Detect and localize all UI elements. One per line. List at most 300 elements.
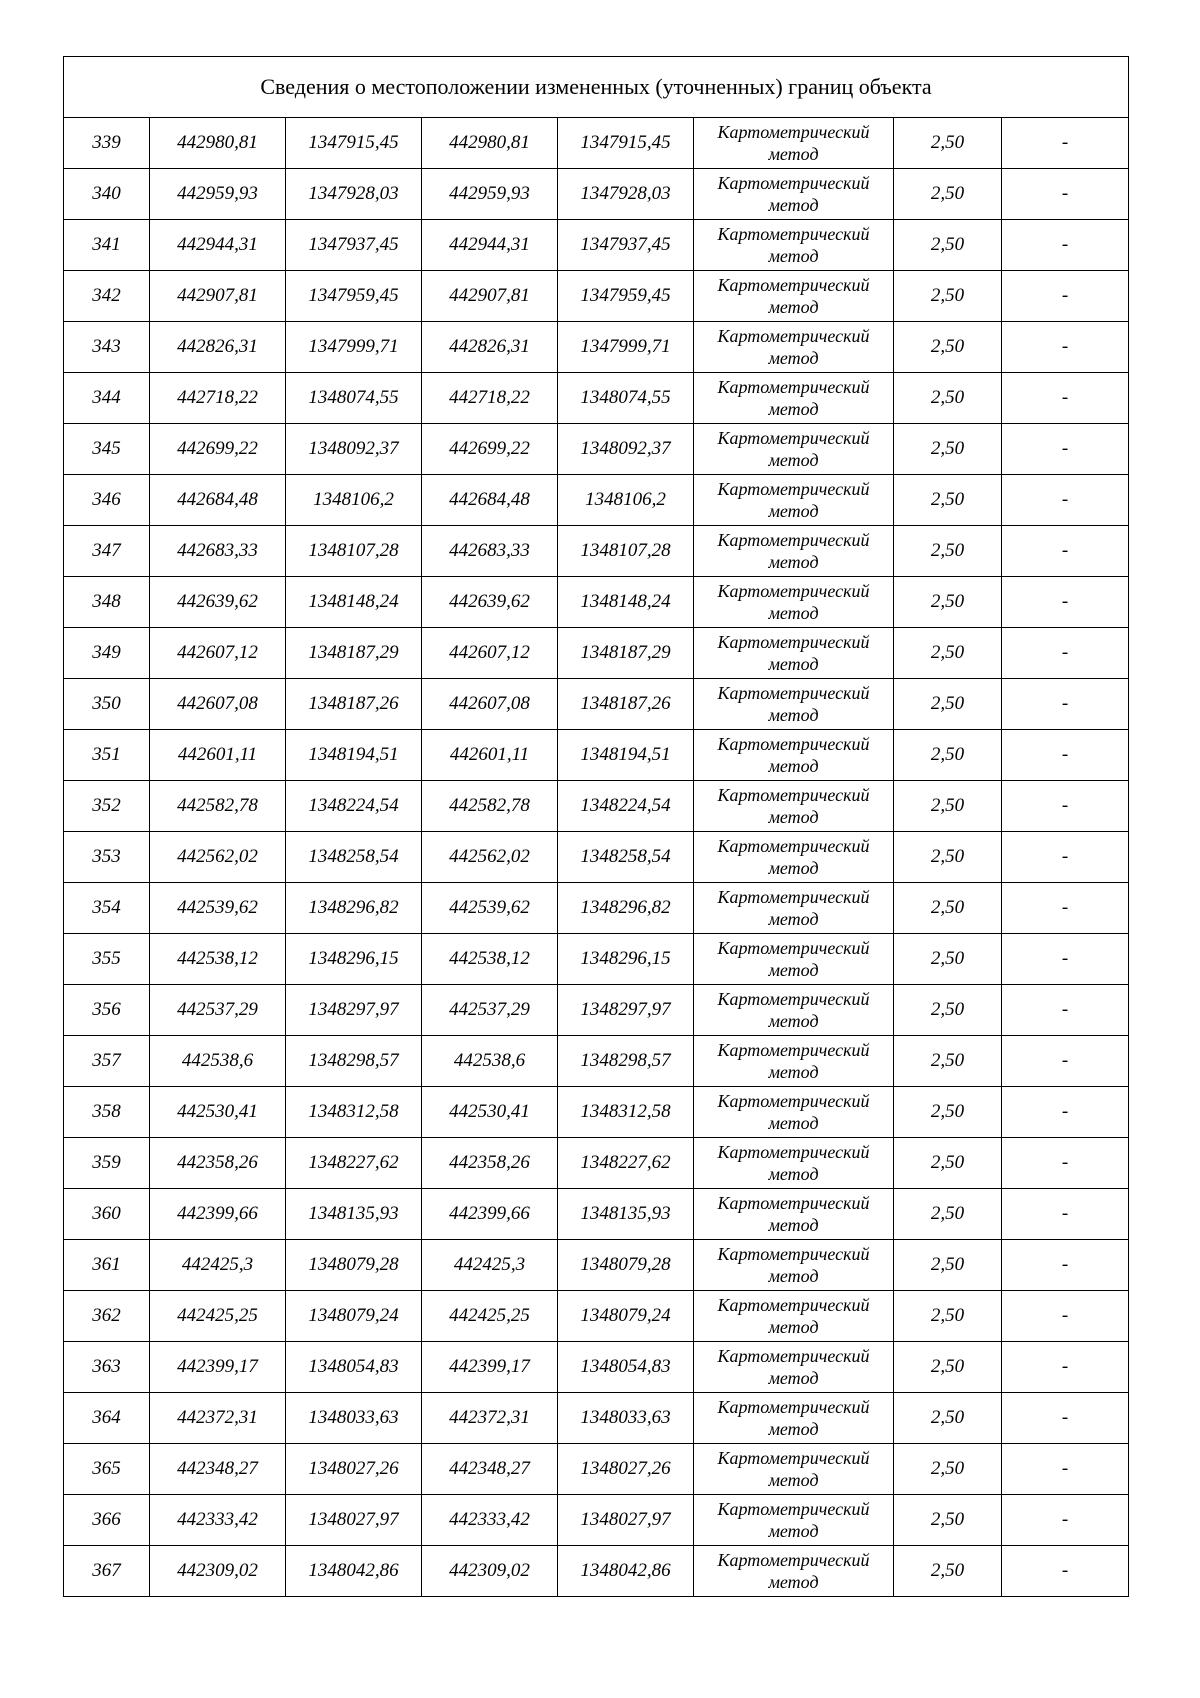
y-existing-cell: 1348187,26 [286,679,422,730]
y-refined-cell: 1348092,37 [558,424,694,475]
y-existing-cell: 1348148,24 [286,577,422,628]
point-number-cell: 342 [64,271,150,322]
table-row [64,1291,1129,1342]
method-line-1: Картометрический [717,581,870,601]
note-cell: - [1002,1291,1129,1342]
method-line-2: метод [768,1317,819,1337]
method-cell [694,424,894,475]
point-number-cell: 348 [64,577,150,628]
y-refined-cell: 1348027,97 [558,1495,694,1546]
method-line-1: Картометрический [717,887,870,907]
note-cell: - [1002,934,1129,985]
x-existing-cell: 442607,08 [150,679,286,730]
point-number-cell: 343 [64,322,150,373]
method-line-2: метод [768,603,819,623]
accuracy-cell: 2,50 [894,220,1002,271]
accuracy-cell: 2,50 [894,118,1002,169]
method-line-2: метод [768,399,819,419]
table-row [64,118,1129,169]
x-refined-cell: 442601,11 [422,730,558,781]
table-row [64,1087,1129,1138]
method-line-2: метод [768,756,819,776]
note-cell: - [1002,1546,1129,1597]
y-existing-cell: 1348297,97 [286,985,422,1036]
method-line-2: метод [768,144,819,164]
method-line-2: метод [768,1266,819,1286]
y-refined-cell: 1348106,2 [558,475,694,526]
method-line-2: метод [768,501,819,521]
note-cell: - [1002,373,1129,424]
x-existing-cell: 442826,31 [150,322,286,373]
accuracy-cell: 2,50 [894,1291,1002,1342]
accuracy-cell: 2,50 [894,985,1002,1036]
method-line-1: Картометрический [717,1193,870,1213]
table-row [64,1495,1129,1546]
y-existing-cell: 1347999,71 [286,322,422,373]
x-existing-cell: 442309,02 [150,1546,286,1597]
y-existing-cell: 1348027,26 [286,1444,422,1495]
y-existing-cell: 1348296,82 [286,883,422,934]
table-row [64,985,1129,1036]
point-number-cell: 363 [64,1342,150,1393]
y-existing-cell: 1348224,54 [286,781,422,832]
accuracy-cell: 2,50 [894,1393,1002,1444]
x-existing-cell: 442333,42 [150,1495,286,1546]
note-cell: - [1002,1342,1129,1393]
point-number-cell: 345 [64,424,150,475]
y-existing-cell: 1347959,45 [286,271,422,322]
table-row [64,271,1129,322]
accuracy-cell: 2,50 [894,934,1002,985]
accuracy-cell: 2,50 [894,577,1002,628]
x-existing-cell: 442372,31 [150,1393,286,1444]
accuracy-cell: 2,50 [894,271,1002,322]
method-line-1: Картометрический [717,479,870,499]
accuracy-cell: 2,50 [894,322,1002,373]
x-existing-cell: 442358,26 [150,1138,286,1189]
method-line-1: Картометрический [717,377,870,397]
note-cell: - [1002,781,1129,832]
x-refined-cell: 442959,93 [422,169,558,220]
method-line-1: Картометрический [717,224,870,244]
table-row [64,322,1129,373]
x-refined-cell: 442538,6 [422,1036,558,1087]
note-cell: - [1002,628,1129,679]
note-cell: - [1002,577,1129,628]
note-cell: - [1002,730,1129,781]
y-existing-cell: 1348107,28 [286,526,422,577]
note-cell: - [1002,679,1129,730]
method-line-2: метод [768,807,819,827]
x-existing-cell: 442718,22 [150,373,286,424]
accuracy-cell: 2,50 [894,679,1002,730]
method-line-1: Картометрический [717,1142,870,1162]
method-line-1: Картометрический [717,1448,870,1468]
accuracy-cell: 2,50 [894,373,1002,424]
table-row [64,883,1129,934]
x-refined-cell: 442538,12 [422,934,558,985]
method-cell [694,475,894,526]
method-cell [694,1546,894,1597]
point-number-cell: 362 [64,1291,150,1342]
method-line-2: метод [768,1419,819,1439]
x-existing-cell: 442699,22 [150,424,286,475]
method-cell [694,1291,894,1342]
method-line-1: Картометрический [717,1346,870,1366]
method-cell [694,679,894,730]
accuracy-cell: 2,50 [894,1444,1002,1495]
x-refined-cell: 442944,31 [422,220,558,271]
y-refined-cell: 1348224,54 [558,781,694,832]
table-row [64,169,1129,220]
method-line-1: Картометрический [717,275,870,295]
x-refined-cell: 442425,3 [422,1240,558,1291]
x-refined-cell: 442683,33 [422,526,558,577]
x-refined-cell: 442399,17 [422,1342,558,1393]
y-existing-cell: 1348227,62 [286,1138,422,1189]
method-cell [694,781,894,832]
table-row [64,220,1129,271]
note-cell: - [1002,1087,1129,1138]
accuracy-cell: 2,50 [894,628,1002,679]
method-line-2: метод [768,1215,819,1235]
point-number-cell: 355 [64,934,150,985]
y-existing-cell: 1348187,29 [286,628,422,679]
x-existing-cell: 442425,25 [150,1291,286,1342]
method-line-2: метод [768,297,819,317]
x-existing-cell: 442425,3 [150,1240,286,1291]
y-refined-cell: 1348135,93 [558,1189,694,1240]
x-refined-cell: 442539,62 [422,883,558,934]
y-refined-cell: 1348054,83 [558,1342,694,1393]
note-cell: - [1002,1189,1129,1240]
method-cell [694,1444,894,1495]
point-number-cell: 344 [64,373,150,424]
method-line-2: метод [768,909,819,929]
method-line-1: Картометрический [717,734,870,754]
accuracy-cell: 2,50 [894,730,1002,781]
x-refined-cell: 442399,66 [422,1189,558,1240]
method-line-1: Картометрический [717,1397,870,1417]
y-existing-cell: 1348079,24 [286,1291,422,1342]
accuracy-cell: 2,50 [894,526,1002,577]
accuracy-cell: 2,50 [894,424,1002,475]
note-cell: - [1002,271,1129,322]
table-title: Сведения о местоположении измененных (уточненных) границ объекта [64,57,1129,118]
x-existing-cell: 442683,33 [150,526,286,577]
y-existing-cell: 1348054,83 [286,1342,422,1393]
method-line-2: метод [768,1062,819,1082]
point-number-cell: 360 [64,1189,150,1240]
method-cell [694,883,894,934]
x-refined-cell: 442425,25 [422,1291,558,1342]
table-row [64,373,1129,424]
note-cell: - [1002,832,1129,883]
method-line-1: Картометрический [717,683,870,703]
method-line-1: Картометрический [717,1244,870,1264]
point-number-cell: 356 [64,985,150,1036]
y-existing-cell: 1348092,37 [286,424,422,475]
note-cell: - [1002,1240,1129,1291]
accuracy-cell: 2,50 [894,883,1002,934]
table-row [64,475,1129,526]
y-existing-cell: 1348074,55 [286,373,422,424]
method-line-1: Картометрический [717,1091,870,1111]
point-number-cell: 361 [64,1240,150,1291]
method-line-1: Картометрический [717,938,870,958]
x-refined-cell: 442639,62 [422,577,558,628]
method-cell [694,373,894,424]
method-cell [694,1138,894,1189]
x-existing-cell: 442582,78 [150,781,286,832]
method-cell [694,730,894,781]
method-line-2: метод [768,858,819,878]
y-refined-cell: 1348258,54 [558,832,694,883]
point-number-cell: 352 [64,781,150,832]
point-number-cell: 367 [64,1546,150,1597]
method-line-1: Картометрический [717,173,870,193]
y-refined-cell: 1347999,71 [558,322,694,373]
method-cell [694,1240,894,1291]
accuracy-cell: 2,50 [894,475,1002,526]
x-existing-cell: 442537,29 [150,985,286,1036]
method-line-1: Картометрический [717,326,870,346]
point-number-cell: 339 [64,118,150,169]
point-number-cell: 340 [64,169,150,220]
y-refined-cell: 1348296,15 [558,934,694,985]
table-row [64,1342,1129,1393]
y-existing-cell: 1347928,03 [286,169,422,220]
method-line-1: Картометрический [717,1040,870,1060]
table-row [64,1546,1129,1597]
note-cell: - [1002,475,1129,526]
point-number-cell: 365 [64,1444,150,1495]
point-number-cell: 353 [64,832,150,883]
x-existing-cell: 442944,31 [150,220,286,271]
note-cell: - [1002,985,1129,1036]
y-refined-cell: 1348297,97 [558,985,694,1036]
method-line-2: метод [768,246,819,266]
method-line-2: метод [768,1470,819,1490]
method-line-2: метод [768,1164,819,1184]
table-body [64,118,1129,1597]
method-line-2: метод [768,1011,819,1031]
table-row [64,730,1129,781]
y-refined-cell: 1348148,24 [558,577,694,628]
y-refined-cell: 1347928,03 [558,169,694,220]
note-cell: - [1002,1138,1129,1189]
note-cell: - [1002,424,1129,475]
note-cell: - [1002,883,1129,934]
table-row [64,1240,1129,1291]
point-number-cell: 346 [64,475,150,526]
accuracy-cell: 2,50 [894,169,1002,220]
method-line-1: Картометрический [717,122,870,142]
note-cell: - [1002,1393,1129,1444]
y-existing-cell: 1348033,63 [286,1393,422,1444]
accuracy-cell: 2,50 [894,1546,1002,1597]
x-existing-cell: 442562,02 [150,832,286,883]
table-row [64,934,1129,985]
note-cell: - [1002,526,1129,577]
x-refined-cell: 442907,81 [422,271,558,322]
x-existing-cell: 442399,17 [150,1342,286,1393]
accuracy-cell: 2,50 [894,1138,1002,1189]
method-line-1: Картометрический [717,428,870,448]
note-cell: - [1002,118,1129,169]
accuracy-cell: 2,50 [894,1240,1002,1291]
x-existing-cell: 442348,27 [150,1444,286,1495]
method-line-2: метод [768,195,819,215]
x-existing-cell: 442684,48 [150,475,286,526]
y-refined-cell: 1348312,58 [558,1087,694,1138]
y-existing-cell: 1348106,2 [286,475,422,526]
y-refined-cell: 1348296,82 [558,883,694,934]
y-refined-cell: 1348079,28 [558,1240,694,1291]
x-refined-cell: 442309,02 [422,1546,558,1597]
point-number-cell: 341 [64,220,150,271]
x-refined-cell: 442348,27 [422,1444,558,1495]
point-number-cell: 354 [64,883,150,934]
x-refined-cell: 442358,26 [422,1138,558,1189]
method-line-2: метод [768,1572,819,1592]
method-line-2: метод [768,705,819,725]
x-refined-cell: 442684,48 [422,475,558,526]
x-refined-cell: 442607,12 [422,628,558,679]
x-existing-cell: 442538,12 [150,934,286,985]
method-line-2: метод [768,960,819,980]
y-existing-cell: 1347937,45 [286,220,422,271]
note-cell: - [1002,322,1129,373]
table-row [64,781,1129,832]
table-row [64,832,1129,883]
table-row [64,577,1129,628]
method-cell [694,526,894,577]
y-refined-cell: 1347937,45 [558,220,694,271]
table-row [64,1189,1129,1240]
table-row [64,1138,1129,1189]
method-cell [694,322,894,373]
x-existing-cell: 442980,81 [150,118,286,169]
x-existing-cell: 442607,12 [150,628,286,679]
x-existing-cell: 442959,93 [150,169,286,220]
method-line-1: Картометрический [717,989,870,1009]
table-row [64,424,1129,475]
method-cell [694,1342,894,1393]
point-number-cell: 349 [64,628,150,679]
accuracy-cell: 2,50 [894,1342,1002,1393]
table-row [64,1444,1129,1495]
point-number-cell: 358 [64,1087,150,1138]
method-cell [694,118,894,169]
x-refined-cell: 442607,08 [422,679,558,730]
method-line-1: Картометрический [717,1550,870,1570]
x-refined-cell: 442372,31 [422,1393,558,1444]
y-existing-cell: 1348296,15 [286,934,422,985]
method-line-2: метод [768,654,819,674]
y-refined-cell: 1347915,45 [558,118,694,169]
note-cell: - [1002,220,1129,271]
method-line-1: Картометрический [717,836,870,856]
y-refined-cell: 1348074,55 [558,373,694,424]
accuracy-cell: 2,50 [894,1189,1002,1240]
y-refined-cell: 1348187,29 [558,628,694,679]
accuracy-cell: 2,50 [894,1036,1002,1087]
x-refined-cell: 442562,02 [422,832,558,883]
note-cell: - [1002,1444,1129,1495]
method-cell [694,985,894,1036]
x-existing-cell: 442639,62 [150,577,286,628]
accuracy-cell: 2,50 [894,1087,1002,1138]
y-refined-cell: 1348194,51 [558,730,694,781]
point-number-cell: 359 [64,1138,150,1189]
method-line-1: Картометрический [717,1499,870,1519]
x-existing-cell: 442601,11 [150,730,286,781]
method-line-2: метод [768,552,819,572]
method-line-1: Картометрический [717,785,870,805]
boundary-coordinates-table [63,56,1129,1597]
method-cell [694,1087,894,1138]
method-line-1: Картометрический [717,530,870,550]
y-refined-cell: 1348027,26 [558,1444,694,1495]
method-cell [694,1036,894,1087]
y-existing-cell: 1348079,28 [286,1240,422,1291]
x-existing-cell: 442539,62 [150,883,286,934]
point-number-cell: 357 [64,1036,150,1087]
x-existing-cell: 442907,81 [150,271,286,322]
x-refined-cell: 442699,22 [422,424,558,475]
method-cell [694,220,894,271]
y-refined-cell: 1348042,86 [558,1546,694,1597]
x-existing-cell: 442399,66 [150,1189,286,1240]
y-refined-cell: 1348227,62 [558,1138,694,1189]
table-row [64,679,1129,730]
y-refined-cell: 1348298,57 [558,1036,694,1087]
y-refined-cell: 1348107,28 [558,526,694,577]
y-existing-cell: 1348258,54 [286,832,422,883]
x-refined-cell: 442333,42 [422,1495,558,1546]
method-cell [694,1495,894,1546]
method-cell [694,577,894,628]
method-cell [694,1393,894,1444]
y-existing-cell: 1348312,58 [286,1087,422,1138]
y-existing-cell: 1348042,86 [286,1546,422,1597]
accuracy-cell: 2,50 [894,781,1002,832]
point-number-cell: 364 [64,1393,150,1444]
method-cell [694,271,894,322]
method-line-1: Картометрический [717,632,870,652]
point-number-cell: 351 [64,730,150,781]
point-number-cell: 366 [64,1495,150,1546]
point-number-cell: 347 [64,526,150,577]
x-refined-cell: 442582,78 [422,781,558,832]
x-refined-cell: 442537,29 [422,985,558,1036]
x-refined-cell: 442980,81 [422,118,558,169]
x-refined-cell: 442530,41 [422,1087,558,1138]
y-refined-cell: 1347959,45 [558,271,694,322]
note-cell: - [1002,1495,1129,1546]
x-refined-cell: 442718,22 [422,373,558,424]
accuracy-cell: 2,50 [894,832,1002,883]
y-refined-cell: 1348033,63 [558,1393,694,1444]
y-existing-cell: 1348298,57 [286,1036,422,1087]
method-cell [694,1189,894,1240]
note-cell: - [1002,169,1129,220]
table-title-row [64,57,1129,118]
table-row [64,526,1129,577]
method-line-1: Картометрический [717,1295,870,1315]
y-existing-cell: 1348194,51 [286,730,422,781]
